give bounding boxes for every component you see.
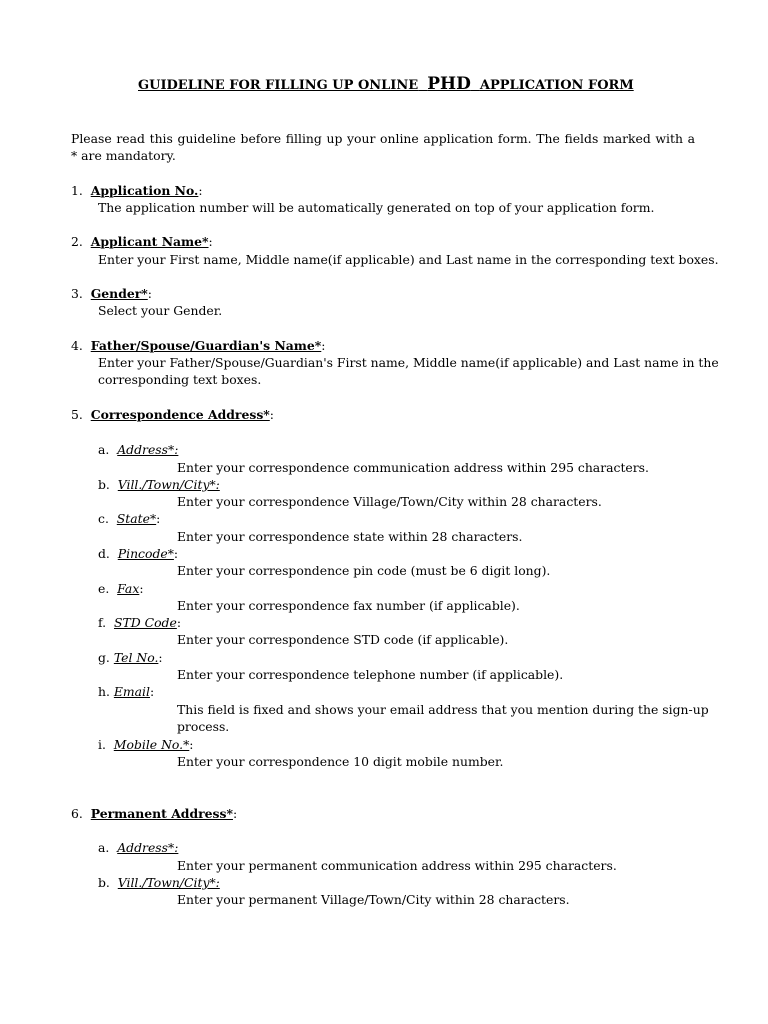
field-label: STD Code [113,615,177,630]
section-number: 6. [71,806,83,821]
correspondence-item-tel: g. Tel No.: [98,650,163,665]
section-number: 3. [71,286,83,301]
correspondence-item-city: b. Vill./Town/City*: [98,477,220,492]
document-title [138,76,634,94]
section-2-heading: 2. Applicant Name*: [71,234,213,249]
field-label: Pincode* [117,546,174,561]
section-label: Correspondence Address* [90,407,270,422]
field-label: Mobile No.* [113,737,190,752]
correspondence-tel-desc: Enter your correspondence telephone number (if applicable). [177,667,564,682]
correspondence-item-email: h. Email: [98,684,155,699]
section-1-desc: The application number will be automatically generated on top of your application form. [98,200,655,215]
permanent-address-desc: Enter your permanent communication address within 295 characters. [177,858,617,873]
correspondence-state-desc: Enter your correspondence state within 28 characters. [177,529,523,544]
field-label: Tel No. [113,650,159,665]
section-label: Application No. [90,183,199,198]
correspondence-item-state: c. State*: [98,511,161,526]
section-1-heading: 1. Application No.: [71,183,203,198]
correspondence-email-desc-line-2: process. [177,719,230,734]
section-4-heading: 4. Father/Spouse/Guardian's Name*: [71,338,326,353]
section-label: Permanent Address* [90,806,233,821]
section-number: 5. [71,407,83,422]
title-phd: PHD [427,74,471,94]
section-2-desc: Enter your First name, Middle name(if applicable) and Last name in the corresponding text boxes. [98,252,719,267]
field-label: Email [113,684,150,699]
field-label: Vill./Town/City*: [117,477,220,492]
correspondence-mobile-desc: Enter your correspondence 10 digit mobile number. [177,754,504,769]
correspondence-address-desc: Enter your correspondence communication address within 295 characters. [177,460,649,475]
section-6-heading: 6. Permanent Address*: [71,806,238,821]
section-number: 4. [71,338,83,353]
section-label: Applicant Name* [90,234,209,249]
correspondence-email-desc-line-1: This field is fixed and shows your email address that you mention during the sign-up [177,702,709,717]
correspondence-item-fax: e. Fax: [98,581,144,596]
section-number: 2. [71,234,83,249]
title-part-2: APPLICATION FORM [479,78,634,93]
correspondence-fax-desc: Enter your correspondence fax number (if applicable). [177,598,520,613]
section-3-desc: Select your Gender. [98,303,223,318]
section-3-heading: 3. Gender*: [71,286,152,301]
permanent-item-city: b. Vill./Town/City*: [98,875,220,890]
permanent-item-address: a. Address*: [98,840,179,855]
field-label: Fax [117,581,140,596]
intro-line-2: * are mandatory. [71,148,176,163]
correspondence-std-code-desc: Enter your correspondence STD code (if applicable). [177,632,509,647]
field-label: Address*: [117,840,179,855]
section-label: Father/Spouse/Guardian's Name* [90,338,322,353]
field-label: Vill./Town/City*: [117,875,220,890]
field-label: Address*: [117,442,179,457]
section-5-heading: 5. Correspondence Address*: [71,407,274,422]
section-4-desc-line-2: corresponding text boxes. [98,372,262,387]
section-number: 1. [71,183,83,198]
correspondence-item-std-code: f. STD Code: [98,615,182,630]
correspondence-item-pincode: d. Pincode*: [98,546,179,561]
correspondence-item-mobile: i. Mobile No.*: [98,737,194,752]
correspondence-city-desc: Enter your correspondence Village/Town/City within 28 characters. [177,494,602,509]
field-label: State* [116,511,157,526]
permanent-city-desc: Enter your permanent Village/Town/City within 28 characters. [177,892,570,907]
correspondence-item-address: a. Address*: [98,442,179,457]
section-4-desc-line-1: Enter your Father/Spouse/Guardian's First name, Middle name(if applicable) and Last name in the [98,355,719,370]
intro-line-1: Please read this guideline before filling up your online application form. The fields marked with a [71,131,695,146]
correspondence-pincode-desc: Enter your correspondence pin code (must be 6 digit long). [177,563,551,578]
title-part-1: GUIDELINE FOR FILLING UP ONLINE [138,78,419,93]
section-label: Gender* [90,286,148,301]
